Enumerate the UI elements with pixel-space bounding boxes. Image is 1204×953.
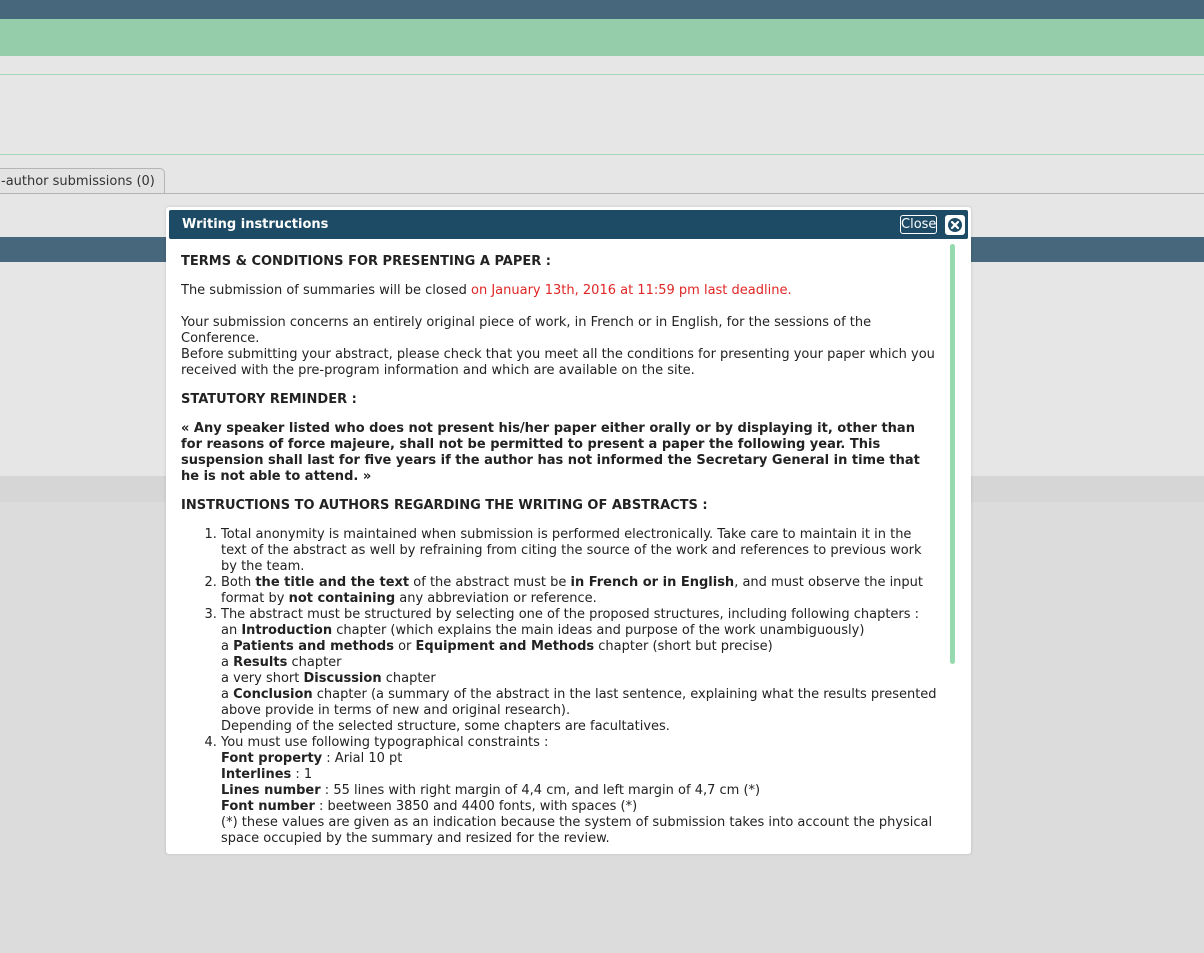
para-check: Before submitting your abstract, please check that you meet all the conditions for presenting your paper which you received with the pre-program information and which are available on the site. [181, 347, 935, 378]
list-item: 4. You must use following typographical constraints : Font property : Arial 10 pt Interlines : 1 Lines number : 55 lines with right margin of 4,4 cm, and left margin of 4,7 cm (*) Font number : beetween 3850 and 4400 fonts, with spaces (*) (*) these values are given as an indication because the system of submission takes into account the physical space occupied by the summary and resized for the review. [221, 735, 939, 845]
dialog-title: Writing instructions [182, 217, 329, 232]
tab-co-author-submissions[interactable]: -author submissions (0) [0, 168, 165, 193]
divider [0, 154, 1204, 155]
dialog-header [169, 210, 968, 239]
list-item: 1. Total anonymity is maintained when submission is performed electronically. Take care to maintain it in the text of the abstract as well by refraining from citing the source of the work and references to previous work by the team. [221, 527, 939, 575]
closing-notice: The submission of summaries will be closed on January 13th, 2016 at 11:59 pm last deadline. [181, 283, 792, 298]
statutory-heading: STATUTORY REMINDER : [181, 392, 357, 407]
list-item: 3. The abstract must be structured by selecting one of the proposed structures, including following chapters : an Introduction chapter (which explains the main ideas and purpose of the work unambiguously) a Patients and methods or Equipment and Methods chapter (short but precise) a Results chapter a very short Discussion chapter a Conclusion chapter (a summary of the abstract in the last sentence, explaining what the results presented above provide in terms of new and original research). Depending of the selected structure, some chapters are facultatives. [221, 607, 939, 735]
para-original: Your submission concerns an entirely original piece of work, in French or in English, for the sessions of the Conference. [181, 315, 872, 346]
deadline-text: on January 13th, 2016 at 11:59 pm last deadline. [471, 283, 792, 298]
divider [0, 74, 1204, 75]
dialog-content[interactable] [181, 254, 939, 845]
list-item: 2. Both the title and the text of the abstract must be in French or in English, and must observe the input format by not containing any abbreviation or reference. [221, 575, 939, 607]
statutory-quote: « Any speaker listed who does not present his/her paper either orally or by displaying it, other than for reasons of force majeure, shall not be permitted to present a paper the following year. This suspension shall last for five years if the author has not informed the Secretary General in time that he is not able to attend. » [181, 421, 920, 484]
instructions-heading: INSTRUCTIONS TO AUTHORS REGARDING THE WRITING OF ABSTRACTS : [181, 498, 708, 513]
close-icon[interactable] [945, 215, 965, 235]
instructions-list [181, 527, 939, 845]
close-button[interactable]: Close [901, 217, 937, 232]
top-bar [0, 0, 1204, 19]
scrollbar[interactable] [950, 244, 955, 664]
terms-heading: TERMS & CONDITIONS FOR PRESENTING A PAPER : [181, 254, 551, 269]
tab-underline [0, 193, 1204, 194]
writing-instructions-dialog [166, 207, 971, 854]
green-header-bar [0, 19, 1204, 56]
